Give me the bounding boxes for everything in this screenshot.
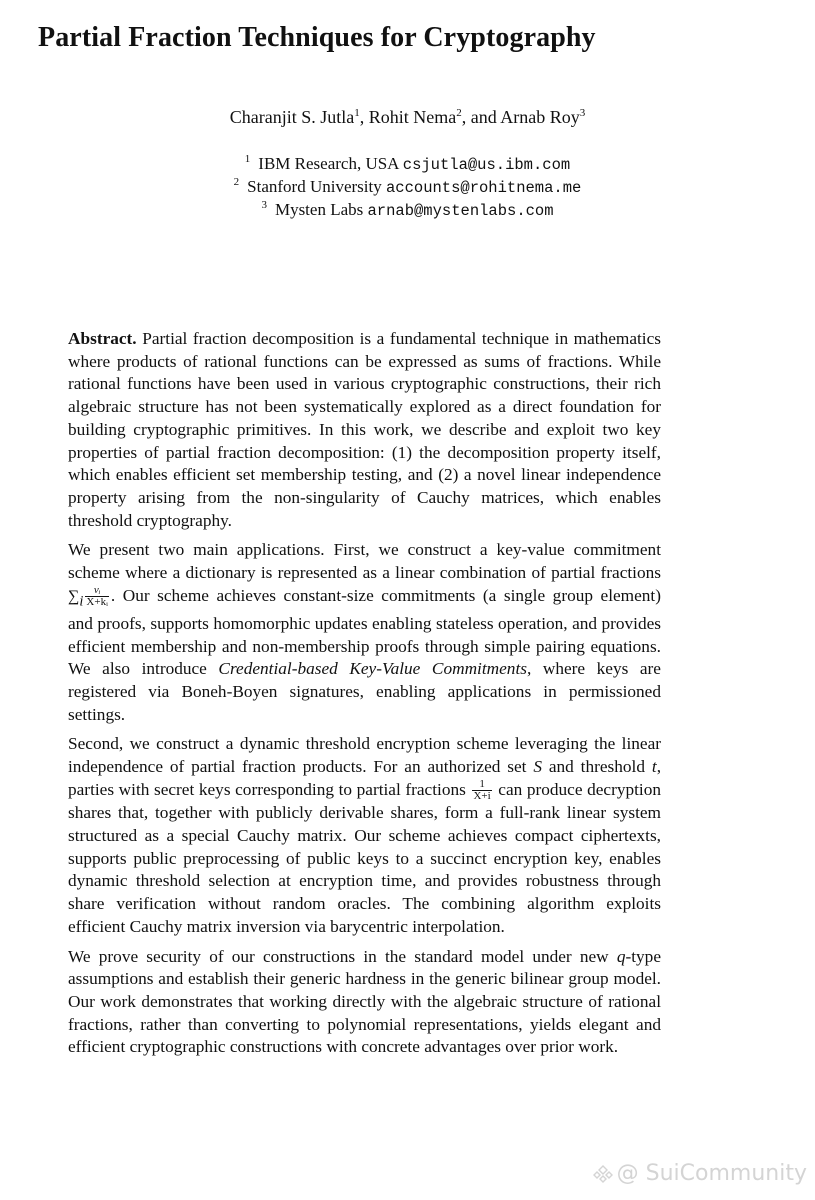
affiliation-list <box>0 152 815 221</box>
abstract-text: Second, we construct a dynamic threshold encryption scheme leveraging the linear independence of partial fraction products. For an authorized set <box>68 734 661 777</box>
math-var-S: S <box>533 757 542 777</box>
abstract-text: . Our scheme achieves constant-size commitments (a single group element) and proofs, supports homomorphic updates enabling stateless operation, and provides efficient membership and non-membership proofs through simple pairing equations. We also introduce <box>68 585 661 679</box>
abstract-text: We prove security of our constructions in the standard model under new <box>68 946 617 966</box>
fraction-v-over-x-plus-k <box>85 585 108 608</box>
author-name: Charanjit S. Jutla <box>229 107 355 127</box>
fraction-one-over-x-plus-i <box>472 779 491 802</box>
fraction-numerator: vᵢ <box>85 585 108 597</box>
fraction-denominator: X+i <box>473 790 491 803</box>
affiliation-email: csjutla@us.ibm.com <box>402 156 571 174</box>
abstract-paragraph-1 <box>68 328 661 532</box>
author-mark: 1 <box>354 107 360 119</box>
emphasis-term: Credential-based Key-Value Commitments <box>218 659 527 679</box>
author-mark: 2 <box>456 107 462 119</box>
affiliation-org: Mysten Labs <box>274 200 364 219</box>
author-name: Arnab Roy <box>500 107 580 127</box>
paper-title: Partial Fraction Techniques for Cryptography <box>38 22 596 53</box>
abstract-text: can produce decryption shares that, together with publicly derivable shares, form a full-rank linear system structured as a special Cauchy matrix. Our scheme achieves compact ciphertexts, supports public preprocessing of public keys to a succinct encryption key, enables dynamic threshold selection at encryption time, and provides robustness through share verification without random oracles. The combining algorithm exploits efficient Cauchy matrix inversion via barycentric interpolation. <box>68 779 662 936</box>
author-list <box>0 107 815 128</box>
abstract-text: , where keys are registered via Boneh-Boyen signatures, enabling applications in permissioned settings. <box>68 659 661 724</box>
affiliation-org: Stanford University <box>247 177 382 196</box>
affiliation <box>0 175 815 198</box>
affiliation-email: arnab@mystenlabs.com <box>367 202 554 220</box>
math-var-q: q <box>616 946 626 966</box>
abstract-text: and threshold <box>548 757 645 777</box>
fraction-numerator: 1 <box>472 779 491 791</box>
author-separator: , <box>359 107 369 127</box>
sui-community-logo-icon <box>593 1164 613 1184</box>
math-var-t: t <box>651 757 657 777</box>
author-mark: 3 <box>579 107 586 119</box>
abstract-paragraph-2 <box>68 539 661 726</box>
affiliation <box>0 152 815 175</box>
abstract-paragraph-4 <box>68 946 661 1060</box>
abstract-paragraph-3 <box>68 733 661 938</box>
abstract-text: Partial fraction decomposition is a fundamental technique in mathematics where products of rational functions can be expressed as sums of fractions. While rational functions have been used in various cryptographic constructions, their rich algebraic structure has not been systematically explored as a direct foundation for building cryptographic primitives. In this work, we describe and exploit two key properties of partial fraction decomposition: (1) the decomposition property itself, which enables efficient set membership testing, and (2) a novel linear independence property arising from the non-singularity of Cauchy matrices, which enables threshold cryptography. <box>68 329 662 530</box>
abstract-text: -type assumptions and establish their generic hardness in the generic bilinear group model. Our work demonstrates that working directly with the algebraic structure of rational fractions, rather than converting to polynomial representations, yields elegant and efficient cryptographic constructions with concrete advantages over prior work. <box>68 946 661 1057</box>
affiliation <box>0 198 815 221</box>
author-separator: , and <box>461 107 501 127</box>
abstract-text: , parties with secret keys corresponding to partial fractions <box>68 757 662 799</box>
author-name: Rohit Nema <box>368 107 457 127</box>
watermark <box>593 1161 807 1186</box>
fraction-denominator: X+kᵢ <box>86 596 108 609</box>
abstract <box>68 328 661 1066</box>
affiliation-mark: 3 <box>261 199 267 212</box>
affiliation-mark: 2 <box>233 176 240 189</box>
affiliation-org: IBM Research, USA <box>258 154 399 173</box>
sum-symbol: ∑ <box>68 587 80 605</box>
watermark-text: @ SuiCommunity <box>616 1161 807 1186</box>
affiliation-mark: 1 <box>244 153 251 166</box>
abstract-text: We present two main applications. First, we construct a key-value commitment scheme where a dictionary is represented as a linear combination of partial fractions <box>68 540 661 583</box>
abstract-label: Abstract. <box>68 329 137 348</box>
affiliation-email: accounts@rohitnema.me <box>385 179 582 197</box>
sum-index: i <box>79 593 84 610</box>
